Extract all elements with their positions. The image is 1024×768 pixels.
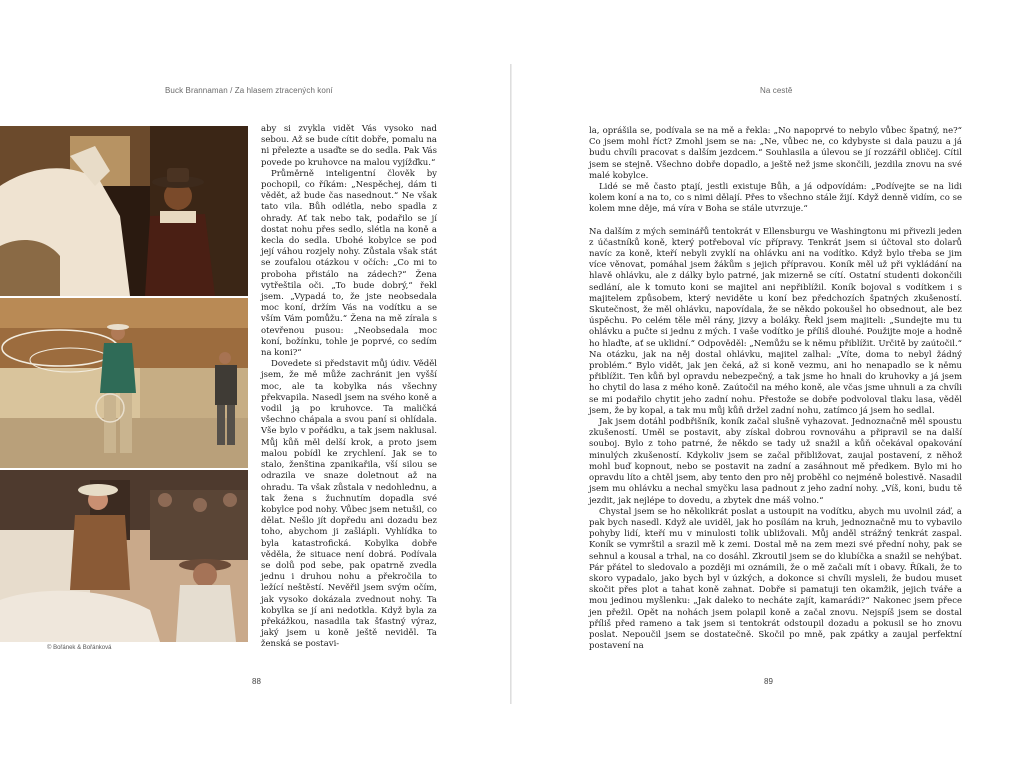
running-head-right: Na cestě (760, 86, 793, 95)
photo-strip (0, 126, 248, 642)
running-head-left: Buck Brannaman / Za hlasem ztracených koní (165, 86, 333, 95)
paragraph: Jak jsem dotáhl podbřišník, koník začal slušně vyhazovat. Jednoznačně měl spoustu zkušeností. Uměl se postavit, aby získal dobrou rovnováhu a připravil se na další souboj. Bylo z toho patrné, že někdo se tady už snažil a kůň očekával opakování minulých zkušeností. Kdykoliv jsem se začal přibližovat, zaujal postavení, z něhož mohl buď kopnout, nebo se postavit na zadní a zasáhnout mě předkem. Bylo mi ho opravdu líto a chtěl jsem, aby tento den pro něj proběhl co nejméně bolestivě. Nasadil jsem mu ohlávku a nechal smyčku lasa padnout z jeho zadní nohy. „Víš, koni, budu tě jezdit, jak nejlépe to dovedu, a zbytek dne máš volno.“ (589, 417, 962, 506)
photo-horse-and-rider (0, 126, 248, 296)
paragraph: Chystal jsem se ho několikrát poslat a ustoupit na vodítku, abych mu uvolnil záď, a pak bych nasedl. Když ale uviděl, jak ho posílám na kruh, jednoznačně mu to vybavilo pohyby lidí, kteří mu v minulosti tolik ubližovali. Můj anděl strážný tenkrát zaspal. Koník se vymrštil a srazil mě k zemi. Dostal mě na zem mezi své přední nohy, pak se sehnul a kousal a trhal, na co dosáhl. Zkroutil jsem se do klubíčka a snažil se nehýbat. Pár přátel to sledovalo a později mi oznámili, že o mě začali mít i obavy. Říkali, že to skoro vypadalo, jako bych byl v úzkých, a dokonce si chvíli mysleli, že budou muset skočit přes plot a tahat koně zahnat. Dobře si pamatuji ten okamžik, jejich tváře a mou jedinou myšlenku: „Jak daleko to necháte zajít, kamarádi?“ Nakonec jsem přece jen přežil. Opět na nohách jsem polapil koně a začal znovu. Nejspíš jsem se dostal příliš před rameno a tak jsem si tentokrát odstoupil dozadu a pokusil se ho znovu poslat. Nepoučil jsem se dostatečně. Skočil po mně, pak zpátky a zaujal perfektní postavení na (589, 506, 962, 652)
paragraph: Lidé se mě často ptají, jestli existuje Bůh, a já odpovídám: „Podívejte se na lidi kolem koní a na to, co s nimi dělají. Přes to všechno stále žijí. Když denně vidím, co se kolem mne děje, má víra v Boha se stále utvrzuje.“ (589, 182, 962, 215)
paragraph: Na dalším z mých seminářů tentokrát v Ellensburgu ve Washingtonu mi přivezli jeden z účastníků koně, který potřeboval víc přípravy. Tenkrát jsem si účtoval sto dolarů navíc za koně, kteří nebyli zvyklí na ohlávku ani na vodítko. Když bylo třeba se jim více věnovat, pomáhal jsem žákům s jejich přípravou. Koník měl už při vykládání na hlavě ohlávku, ale z dálky bylo patrné, jak mizerně se cítí. Ostatní studenti dokončili sedlání, ale k tomuto koni se majitel ani nepřiblížil. Koník bojoval s vodítkem i s majitelem způsobem, který neviděte u koní bez předchozích špatných zkušeností. Skutečnost, že měl ohlávku, napovídala, že se někdo pokoušel ho obsednout, ale bez úspěchu. Po celém těle měl rány, jizvy a boláky. Řekl jsem majiteli: „Sundejte mu tu ohlávku a pučte si jednu z mých. I vaše vodítko je příliš dlouhé. Použijte moje a hodně ho hlaďte, ať se uklidní.“ Odpověděl: „Nemůžu se k němu přiblížit. Určitě by zaútočil.“ Na otázku, jak na něj dostal ohlávku, majitel zalhal: „Víte, doma to nebyl žádný problém.“ Bylo vidět, jak jen čeká, až si koně vezmu, ani ho nenapadlo se k němu přiblížit. Ten kůň byl opravdu nebezpečný, a tak jsme ho hnali do kruhovky a já jsem ho chytil do lasa z mého koně. Zaútočil na mého koně, ale včas jsme uhnuli a za chvíli se mi podařilo chytit jeho zadní nohu. Přestože se dobře podvoloval tlaku lasa, věděl jsem, že by kopal, a tak mu můj kůň držel zadní nohu, zatímco já jsem ho sedlal. (589, 226, 962, 416)
left-text-column (261, 124, 437, 651)
book-gutter (510, 64, 512, 704)
paragraph: aby si zvykla vidět Vás vysoko nad sebou. Až se bude cítit dobře, pomalu na ni přelezte a usaďte se do sedla. Pak Vás povede po kruhovce na malou vyjížďku.“ (261, 124, 437, 168)
right-text-column (589, 126, 962, 652)
photo-credit: © Bořánek & Bořánková (47, 645, 112, 651)
page-number-left: 88 (252, 677, 261, 686)
photo-rider-with-spectators (0, 470, 248, 642)
page-number-right: 89 (764, 677, 773, 686)
paragraph: Dovedete si představit můj údiv. Věděl jsem, že mě může zachránit jen vyšší moc, ale ta kobylka nás všechny překvapila. Nasedl jsem na svého koně a vodil ją po kruhovce. Ta maličká všechno chápala a svou paní si ohlídala. Vše bylo v pořádku, a tak jsem naklusal. Můj kůň měl delší krok, a proto jsem malou pobídl ke zrychlení. Jak se to stalo, ženština zpanikařila, vší silou se odrazila ve snaze doletnout až na ohradu. Ta však zůstala v nedohlednu, a tak žena s žuchnutím dopadla své kobylce pod nohy. Vůbec jsem netušil, co dělat. Nešlo jít dopředu ani dozadu bez toho, abychom ji zašlápli. Vyhlídka to byla katastrofická. Kobylka dobře věděla, že situace není dobrá. Podívala se dolů pod sebe, pak opatrně zvedla jednu i druhou nohu a překročila to ležící neštěstí. Nevěřil jsem svým očím, jak vysoko dokázala zvednout nohy. Ta kobylka se jí ani nedotkla. Když byla za překážkou, nasadila tak šťastný výraz, jaký jsem u koně ještě neviděl. Ta ženská se postavi- (261, 359, 437, 650)
photo-roping-arena (0, 298, 248, 468)
paragraph: Průměrně inteligentní člověk by pochopil, co říkám: „Nespěchej, dám ti vědět, až bude čas nasednout.“ Ne však tato vila. Bůh odlétla, nebo spadla z ohrady. Ať tak nebo tak, podařilo se jí dostat nohu přes sedlo, slétla na koně a kecla do sedla. Ubohé kobylce se pod její váhou rozjely nohy. Zůstala však stát se zoufalou otázkou v očích: „Co mi to proboha přistálo na zádech?“ Žena vytřeštila oči. „To bude dobrý,“ řekl jsem. „Vypadá to, že jste neobsedala moc koní, držím Vás na vodítku a se vším Vám pomůžu.“ Žena na mě zírala s otevřenou pusou: „Neobsedala moc koní, božínku, tohle je poprvé, co sedím na koni?“ (261, 168, 437, 359)
paragraph: la, oprášila se, podívala se na mě a řekla: „No napoprvé to nebylo vůbec špatný, ne?“ Co jsem mohl říct? Zmohl jsem se na: „Ne, vůbec ne, co kdybyste si dala pauzu a já budu chvíli pracovat s dalším jezdcem.“ Souhlasila a úlevou se jí rozzářil obličej. Cítil jsem se stejně. Všechno dobře dopadlo, a ještě než jsme skončili, jezdila znovu na své malé kobylce. (589, 126, 962, 181)
